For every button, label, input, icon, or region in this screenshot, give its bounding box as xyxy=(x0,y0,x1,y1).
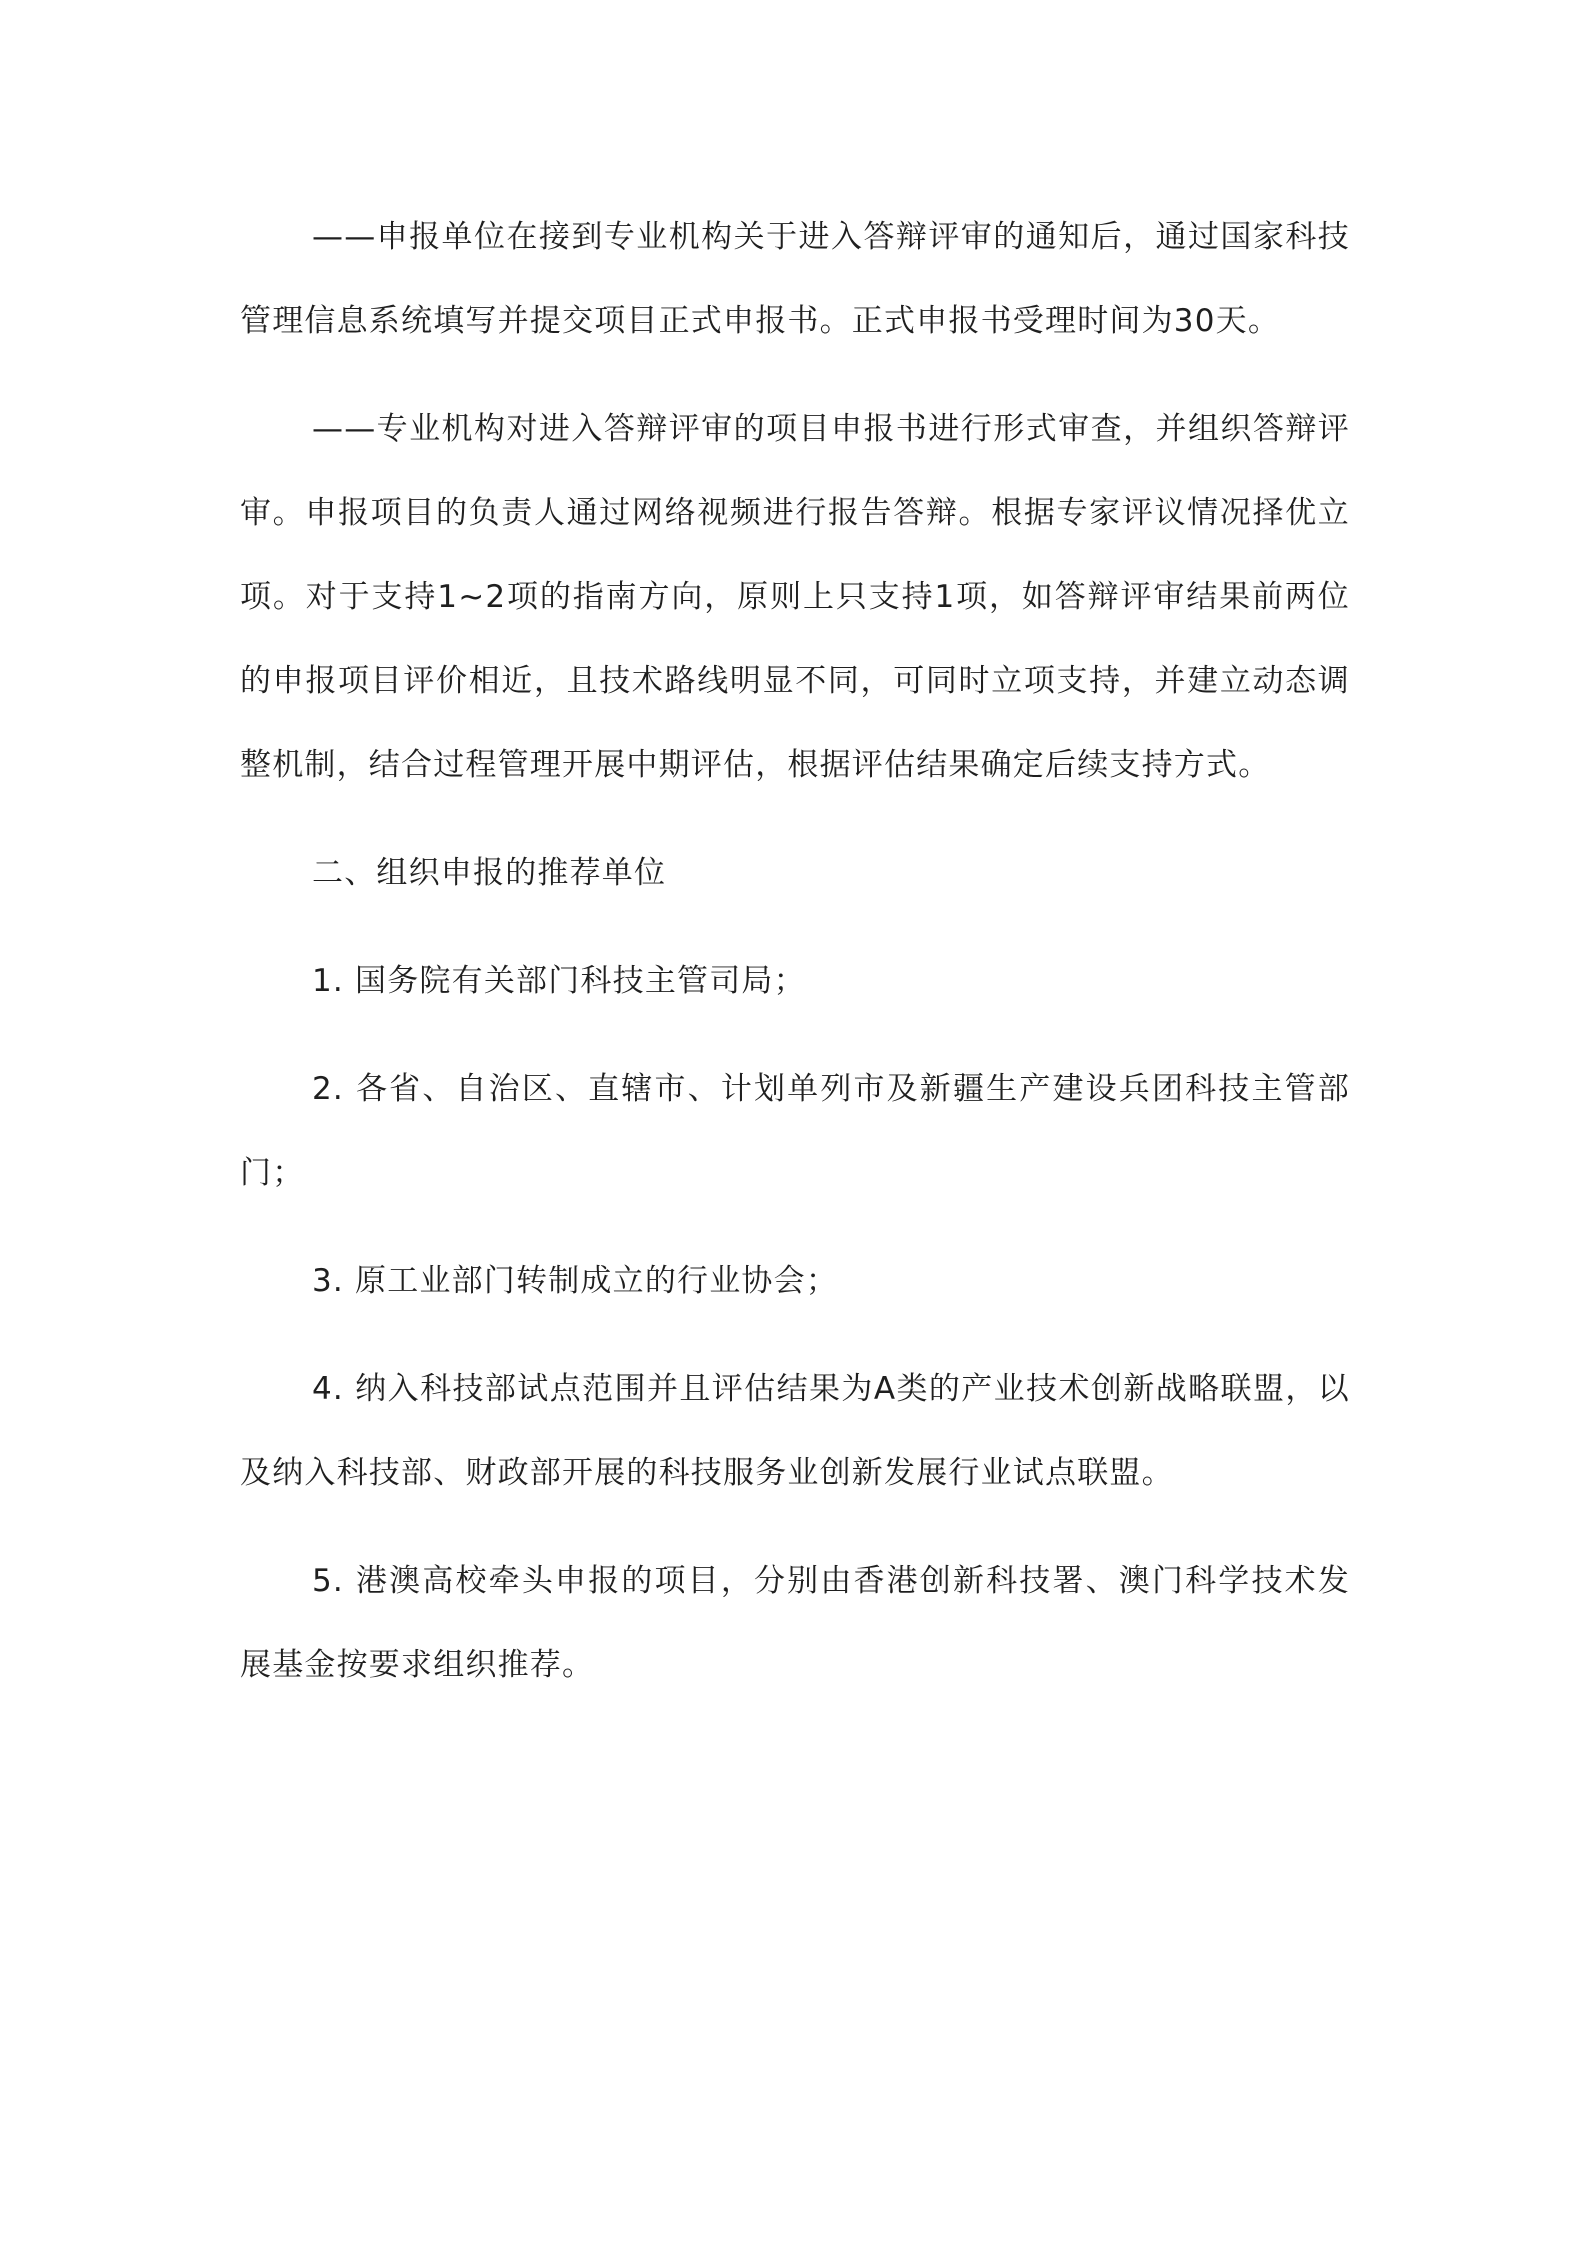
paragraph-defense-review: ——专业机构对进入答辩评审的项目申报书进行形式审查，并组织答辩评审。申报项目的负责人通过网络视频进行报告答辩。根据专家评议情况择优立项。对于支持1~2项的指南方向，原则上只支持1项，如答辩评审结果前两位的申报项目评价相近，且技术路线明显不同，可同时立项支持，并建立动态调整机制，结合过程管理开展中期评估，根据评估结果确定后续支持方式。 xyxy=(240,411,1350,783)
section-heading-recommending-units: 二、组织申报的推荐单位 xyxy=(312,855,667,891)
list-item-hong-kong-macau-universities: 5. 港澳高校牵头申报的项目，分别由香港创新科技署、澳门科学技术发展基金按要求组织推荐。 xyxy=(240,1563,1350,1683)
list-item-innovation-alliances: 4. 纳入科技部试点范围并且评估结果为A类的产业技术创新战略联盟，以及纳入科技部、财政部开展的科技服务业创新发展行业试点联盟。 xyxy=(240,1371,1350,1491)
list-item-industry-associations: 3. 原工业部门转制成立的行业协会； xyxy=(312,1263,839,1299)
document-body xyxy=(240,195,1350,1731)
list-item-provincial-departments: 2. 各省、自治区、直辖市、计划单列市及新疆生产建设兵团科技主管部门； xyxy=(240,1071,1350,1191)
list-item-state-council-departments: 1. 国务院有关部门科技主管司局； xyxy=(312,963,806,999)
paragraph-defense-submission: ——申报单位在接到专业机构关于进入答辩评审的通知后，通过国家科技管理信息系统填写并提交项目正式申报书。正式申报书受理时间为30天。 xyxy=(240,219,1350,339)
